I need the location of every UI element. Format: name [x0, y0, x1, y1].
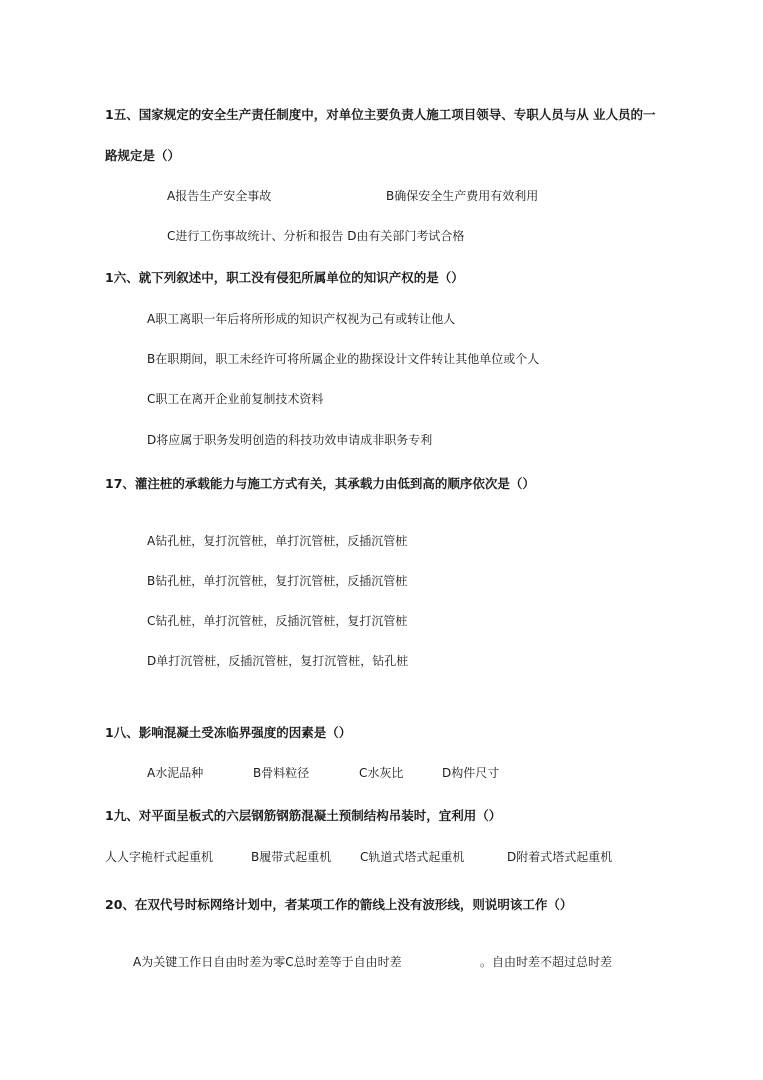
question-16-option-d: D将应属于职务发明创造的科技功效申请成非职务专利 [147, 433, 433, 447]
question-19-option-b: B履带式起重机 [251, 850, 332, 864]
question-15-stem-line2: 路规定是（） [105, 148, 181, 163]
question-19-option-a: 人人字桅杆式起重机 [105, 850, 214, 864]
question-16-option-c: C职工在离开企业前复制技术资料 [147, 392, 324, 406]
question-20-stem: 20、在双代号时标网络计划中，者某项工作的箭线上没有波形线，则说明该工作（） [105, 897, 573, 912]
question-17-option-a: A钻孔桩，复打沉管桩，单打沉管桩，反插沉管桩 [147, 534, 408, 548]
question-16-option-b: B在职期间，职工未经许可将所属企业的勘探设计文件转让其他单位或个人 [147, 352, 540, 366]
question-18-stem: 1八、影响混凝土受冻临界强度的因素是（） [105, 725, 352, 740]
question-18-option-a: A水泥品种 [147, 766, 204, 780]
question-17-option-d: D单打沉管桩，反插沉管桩，复打沉管桩，钻孔桩 [147, 654, 409, 668]
question-15-option-cd: C进行工伤事故统计、分析和报告 D由有关部门考试合格 [167, 229, 465, 243]
question-19-option-d: D附着式塔式起重机 [507, 850, 613, 864]
question-15-option-b: B确保安全生产费用有效利用 [386, 189, 539, 203]
question-16-stem: 1六、就下列叙述中，职工没有侵犯所属单位的知识产权的是（） [105, 270, 464, 285]
question-17-stem: 17、灌注桩的承载能力与施工方式有关，其承载力由低到高的顺序依次是（） [105, 476, 535, 491]
question-19-option-c: C轨道式塔式起重机 [360, 850, 465, 864]
question-20-option-ac: A为关键工作日自由时差为零C总时差等于自由时差 [133, 955, 402, 969]
question-16-option-a: A职工离职一年后将所形成的知识产权视为己有或转让他人 [147, 312, 456, 326]
question-17-option-b: B钻孔桩，单打沉管桩，复打沉管桩，反插沉管桩 [147, 574, 408, 588]
question-19-stem: 1九、对平面呈板式的六层钢筋钢筋混凝土预制结构吊装时，宜利用（） [105, 808, 502, 823]
question-20-option-d: 。自由时差不超过总时差 [480, 955, 613, 969]
question-18-option-b: B骨料粒径 [253, 766, 310, 780]
question-15-stem-line1: 1五、国家规定的安全生产责任制度中，对单位主要负责人施工项目领导、专职人员与从 业人员的一 [105, 107, 656, 122]
question-17-option-c: C钻孔桩，单打沉管桩，反插沉管桩，复打沉管桩 [147, 614, 408, 628]
question-18-option-d: D构件尺寸 [442, 766, 500, 780]
question-18-option-c: C水灰比 [359, 766, 404, 780]
question-15-option-a: A报告生产安全事故 [167, 189, 272, 203]
